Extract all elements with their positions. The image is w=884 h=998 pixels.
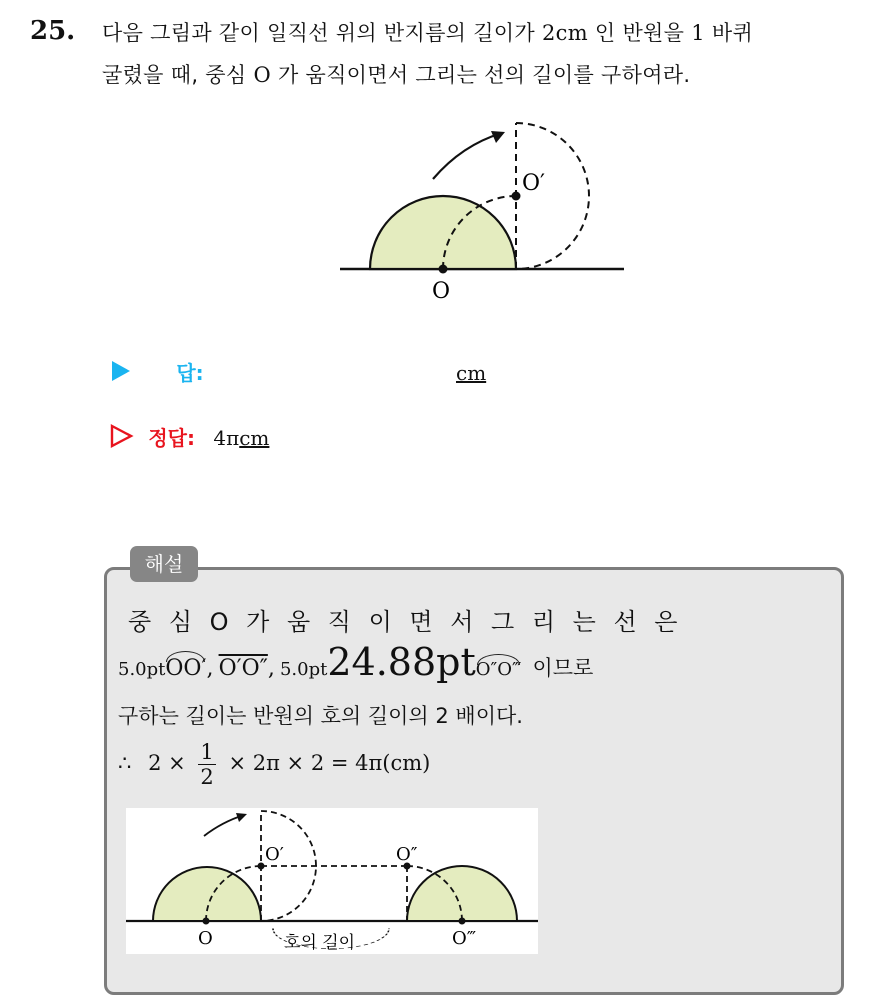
sol-size-token: 5.0pt <box>118 659 166 680</box>
answer-blank[interactable]: cm <box>456 361 487 385</box>
therefore-symbol: ∴ <box>118 751 132 775</box>
arc-length-caption: 호의 길이 <box>284 933 356 953</box>
formula-part: 2 × <box>148 751 186 775</box>
label-O-double-prime: O″ <box>396 844 418 865</box>
label-O-triple-prime: O‴ <box>452 928 477 949</box>
question-number: 25. <box>30 16 76 46</box>
rolling-semicircle-figure <box>330 115 640 310</box>
rotated-semicircle-dashed <box>516 123 589 269</box>
correct-unit: cm <box>239 426 270 450</box>
segment-O1O2: O′O″ <box>218 656 268 681</box>
point-O1 <box>258 863 265 870</box>
formula-part: × 2π × 2 = 4π(cm) <box>228 751 431 775</box>
arc-O2O3: O″O‴ <box>475 659 522 680</box>
center-point-O1 <box>512 192 521 201</box>
sol-sep: , <box>206 656 214 681</box>
question-text: 다음 그림과 같이 일직선 위의 반지름의 길이가 <box>102 21 535 45</box>
point-O3 <box>459 918 466 925</box>
fraction-one-half <box>198 740 215 789</box>
question-text: 바퀴 <box>711 21 754 45</box>
question-text: 굴렸을 때, 중심 <box>102 63 247 87</box>
solution-line-3: 구하는 길이는 반원의 호의 길이의 2 배이다. <box>118 704 523 728</box>
question-text: 가 움직이면서 그리는 선의 길이를 구하여라. <box>277 63 691 87</box>
solution-line-4 <box>118 740 430 789</box>
question-line-1 <box>102 17 753 47</box>
point-O <box>203 918 210 925</box>
label-O: O <box>432 279 451 304</box>
arc-OO1: OO′ <box>165 656 207 681</box>
answer-label: 답: <box>176 361 204 385</box>
solution-line-2 <box>118 640 593 690</box>
question-text: 인 반원을 <box>594 21 685 45</box>
solution-tag: 해설 <box>130 546 198 582</box>
sol-size-token: 5.0pt <box>279 659 328 680</box>
correct-label: 정답: <box>148 426 195 450</box>
center-point-O <box>439 265 448 274</box>
solution-line-1: 중 심 O 가 움 직 이 면 서 그 리 는 선 은 <box>128 608 680 636</box>
fraction-denominator: 2 <box>200 765 214 789</box>
sol-size-token-large: 24.88pt <box>327 640 476 684</box>
question-line-2 <box>102 59 690 89</box>
correct-value: 4π <box>213 426 240 450</box>
fraction-numerator: 1 <box>200 740 214 764</box>
correct-answer-row <box>110 422 269 451</box>
correct-marker-icon <box>110 424 134 448</box>
turn-count: 1 <box>691 21 705 45</box>
center-symbol: O <box>253 63 271 87</box>
label-O-prime: O′ <box>265 844 284 865</box>
solution-figure <box>126 808 538 954</box>
sol-text: 이므로 <box>532 656 594 680</box>
rotation-arrow <box>433 133 502 179</box>
label-O-prime: O′ <box>522 171 546 196</box>
label-O: O <box>198 928 213 949</box>
sol-sep: , <box>267 656 275 681</box>
answer-marker-icon <box>110 359 132 383</box>
radius-value: 2cm <box>541 21 588 45</box>
answer-row <box>110 357 487 386</box>
semicircle <box>370 196 516 269</box>
